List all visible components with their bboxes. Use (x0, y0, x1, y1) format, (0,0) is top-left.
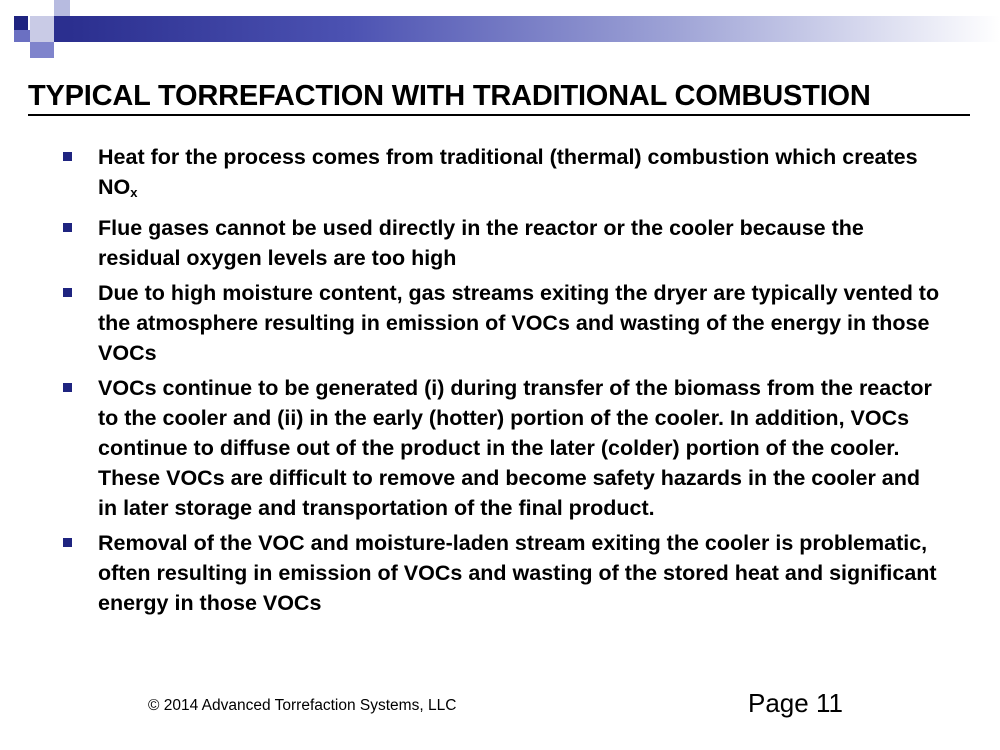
square-bullet-icon (63, 383, 72, 392)
bullet-item (60, 528, 940, 618)
decorative-square (14, 30, 30, 42)
bullet-text: Heat for the process comes from traditional (thermal) combustion which creates NO (98, 145, 918, 199)
bullet-item (60, 278, 940, 368)
bullet-subscript: x (130, 185, 138, 200)
decorative-square (54, 0, 70, 16)
bullet-text: VOCs continue to be generated (i) during transfer of the biomass from the reactor to the cooler and (ii) in the early (hotter) portion of the cooler. In addition, VOCs continue to diffuse out of the product in the later (colder) portion of the cooler. These VOCs are difficult to remove and become safety hazards in the cooler and in later storage and transportation of the final product. (98, 376, 932, 520)
square-bullet-icon (63, 288, 72, 297)
slide-title: TYPICAL TORREFACTION WITH TRADITIONAL COMBUSTION (28, 80, 871, 112)
bullet-item (60, 213, 940, 273)
footer-copyright: © 2014 Advanced Torrefaction Systems, LLC (148, 697, 457, 714)
bullet-text: Removal of the VOC and moisture-laden stream exiting the cooler is problematic, often resulting in emission of VOCs and wasting of the stored heat and significant energy in those VOCs (98, 531, 937, 615)
decorative-square (30, 16, 54, 42)
decorative-square (54, 16, 70, 42)
square-bullet-icon (63, 538, 72, 547)
square-bullet-icon (63, 152, 72, 161)
decorative-square (14, 16, 28, 30)
header-gradient-band (70, 16, 1000, 42)
bullet-item (60, 373, 940, 523)
page-number: Page 11 (748, 688, 843, 718)
bullet-text: Flue gases cannot be used directly in the reactor or the cooler because the residual oxygen levels are too high (98, 216, 864, 270)
decorative-square (30, 0, 54, 14)
decorative-square (0, 30, 14, 42)
bullet-list (60, 142, 940, 623)
bullet-text: Due to high moisture content, gas streams exiting the dryer are typically vented to the atmosphere resulting in emission of VOCs and wasting of the energy in those VOCs (98, 281, 940, 365)
title-underline (28, 114, 970, 116)
decorative-square (30, 42, 54, 58)
bullet-item (60, 142, 940, 208)
square-bullet-icon (63, 223, 72, 232)
